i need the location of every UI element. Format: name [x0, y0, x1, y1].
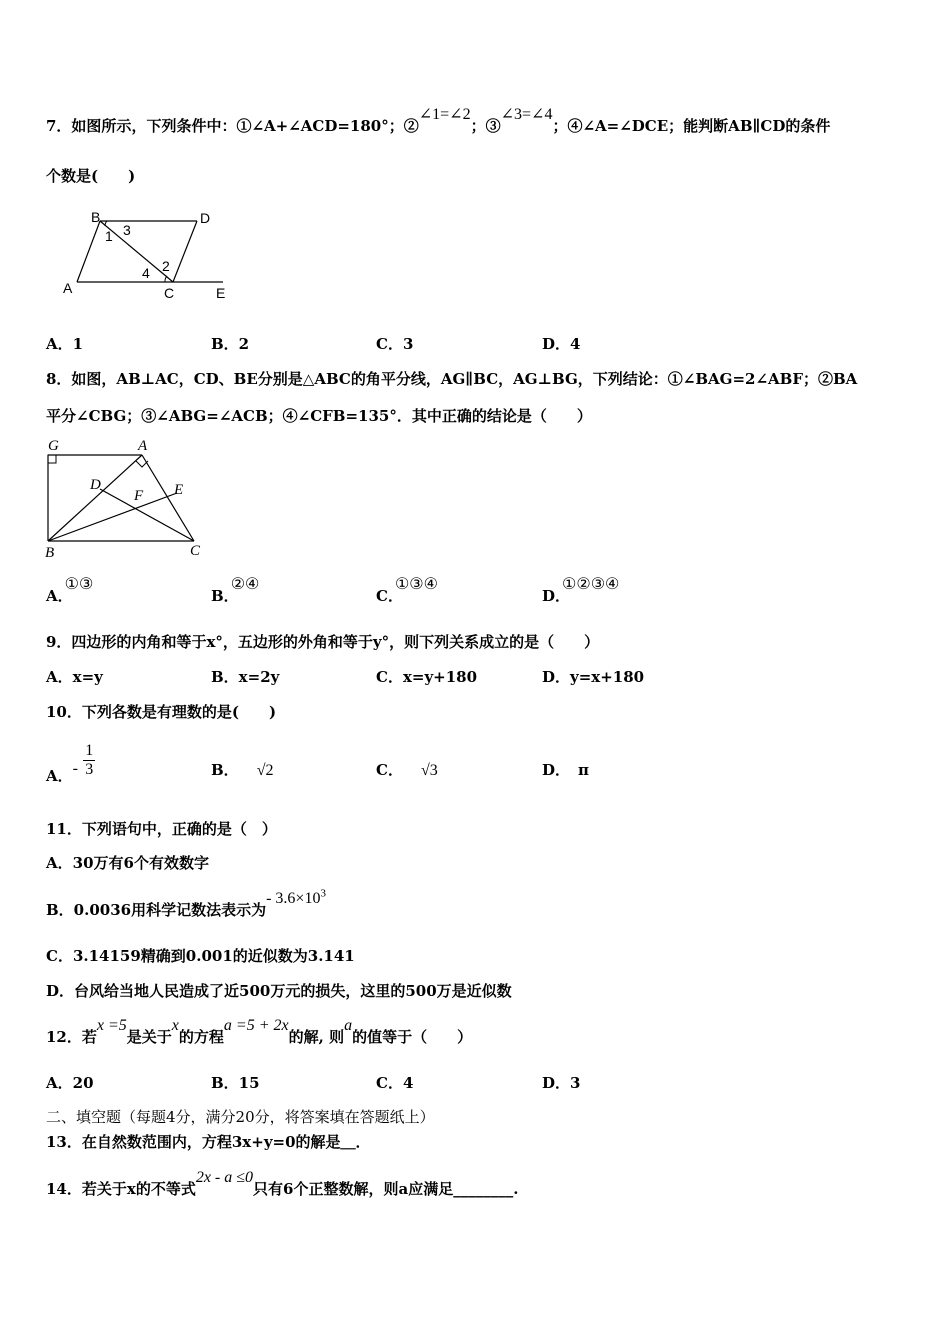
q9-option-a[interactable]: A．x=y [46, 668, 103, 686]
q7-label-2: 2 [162, 258, 170, 274]
q11-option-b-exponent: 3 [320, 887, 326, 900]
q8-option-a-letter: A． [46, 587, 73, 605]
q8-label-F: F [134, 488, 144, 504]
q9-option-d[interactable]: D．y=x+180 [542, 668, 645, 686]
q12-option-c[interactable]: C．4 [376, 1074, 414, 1092]
q7-label-A: A [63, 280, 73, 296]
q8-option-b-letter: B． [211, 587, 239, 605]
q10-option-d[interactable] [542, 759, 589, 780]
q14-text-1: 14．若关于x的不等式 [46, 1180, 196, 1198]
q14-inequality: 2x - a ≤0 [195, 1169, 254, 1186]
q14-stem [46, 1169, 519, 1199]
q7-label-1: 1 [105, 228, 113, 244]
q12-text-4: 的解, 则 [288, 1028, 345, 1046]
q12-text-1: 12．若 [46, 1028, 97, 1046]
q8-option-a[interactable] [46, 576, 101, 606]
q10-option-a-fraction [83, 742, 95, 779]
q7-label-D: D [200, 210, 211, 226]
q10-option-c-value: √3 [420, 762, 438, 779]
q10-option-c-letter: C． [376, 761, 403, 779]
q10-option-a[interactable] [46, 736, 95, 785]
q11-option-d[interactable]: D．台风给当地人民造成了近500万元的损失，这里的500万是近似数 [46, 982, 512, 1000]
q10-option-d-letter: D． [542, 761, 571, 779]
q12-math-3: a =5 + 2x [223, 1017, 289, 1034]
q10-option-b-letter: B． [211, 761, 239, 779]
q8-option-c-value: ①③④ [394, 576, 438, 593]
q8-option-d-value: ①②③④ [562, 576, 620, 593]
q8-stem-line2: 平分∠CBG；③∠ABG=∠ACB；④∠CFB=135°．其中正确的结论是（ ） [46, 407, 592, 425]
q12-math-1: x =5 [96, 1017, 127, 1034]
q11-option-b-mantissa: - 3.6×10 [266, 890, 321, 907]
q7-label-C: C [164, 285, 175, 301]
q11-option-b-text: B．0.0036用科学记数法表示为 [46, 901, 267, 919]
q8-option-d-letter: D． [542, 587, 571, 605]
q12-text-5: 的值等于（ ） [352, 1028, 473, 1046]
q11-option-b-math [266, 887, 326, 907]
q7-label-4: 4 [142, 265, 150, 281]
q10-option-a-letter: A． [46, 766, 73, 785]
q8-option-c-letter: C． [376, 587, 403, 605]
q7-text-part3: ；④∠A=∠DCE；能判断AB∥CD的条件 [552, 117, 831, 135]
q12-stem [46, 1017, 473, 1047]
q8-label-B: B [45, 545, 55, 561]
q7-text-part2: ；③ [470, 117, 501, 135]
q8-option-b-value: ②④ [230, 576, 260, 593]
q7-cond2: ∠1=∠2 [418, 106, 471, 123]
q7-label-3: 3 [123, 222, 131, 238]
q11-option-a[interactable]: A．30万有6个有效数字 [46, 854, 209, 872]
q8-figure [42, 433, 217, 561]
q12-text-2: 是关于 [126, 1028, 172, 1046]
q9-stem: 9．四边形的内角和等于x°，五边形的外角和等于y°，则下列关系成立的是（ ） [46, 633, 600, 651]
q8-option-b[interactable] [211, 576, 267, 606]
q7-option-c[interactable]: C．3 [376, 335, 414, 353]
q10-option-d-value: π [578, 761, 589, 779]
q10-option-c[interactable] [376, 759, 438, 780]
q11-option-c[interactable]: C．3.14159精确到0.001的近似数为3.141 [46, 947, 355, 965]
q12-math-4: a [344, 1017, 353, 1034]
q10-option-a-numerator: 1 [85, 742, 94, 759]
q12-option-a[interactable]: A．20 [46, 1074, 94, 1092]
q7-option-d[interactable]: D．4 [542, 335, 581, 353]
section-2-heading: 二、填空题（每题4分，满分20分，将答案填在答题纸上） [46, 1108, 435, 1126]
q14-text-2: 只有6个正整数解，则a应满足________. [253, 1180, 519, 1198]
q8-label-C: C [190, 543, 201, 559]
q8-option-c[interactable] [376, 576, 446, 606]
q8-stem-line1: 8．如图，AB⊥AC，CD、BE分别是△ABC的角平分线，AG∥BC，AG⊥BG，下列结论：①∠BAG=2∠ABF；②BA [46, 370, 858, 388]
q7-figure [55, 205, 240, 305]
q8-option-a-value: ①③ [64, 576, 94, 593]
q7-option-a[interactable]: A．1 [46, 335, 84, 353]
q8-option-d[interactable] [542, 576, 627, 606]
q12-math-2: x [171, 1017, 179, 1034]
q7-stem-line2: 个数是( ) [46, 167, 136, 185]
q7-cond3: ∠3=∠4 [500, 106, 553, 123]
q10-option-a-denominator: 3 [85, 761, 94, 778]
q12-option-d[interactable]: D．3 [542, 1074, 581, 1092]
q8-label-E: E [174, 482, 184, 498]
q12-text-3: 的方程 [178, 1028, 224, 1046]
q9-option-c[interactable]: C．x=y+180 [376, 668, 478, 686]
q7-option-b[interactable]: B．2 [211, 335, 250, 353]
q8-label-A: A [138, 438, 148, 454]
q10-option-b[interactable] [211, 759, 273, 780]
q7-label-B: B [91, 209, 101, 225]
q12-option-b[interactable]: B．15 [211, 1074, 260, 1092]
q8-label-D: D [90, 477, 101, 493]
q10-stem: 10．下列各数是有理数的是( ) [46, 703, 277, 721]
q11-stem: 11．下列语句中，正确的是（ ） [46, 820, 277, 838]
q7-text-part1: 7．如图所示，下列条件中：①∠A+∠ACD=180°；② [46, 117, 419, 135]
q10-option-b-value: √2 [256, 762, 274, 779]
q13-stem: 13．在自然数范围内，方程3x+y=0的解是＿． [46, 1133, 371, 1151]
q8-label-G: G [48, 438, 59, 454]
q9-option-b[interactable]: B．x=2y [211, 668, 280, 686]
q10-option-a-sign: - [72, 759, 78, 777]
q7-label-E: E [216, 285, 226, 301]
q7-stem-line1 [46, 106, 831, 136]
